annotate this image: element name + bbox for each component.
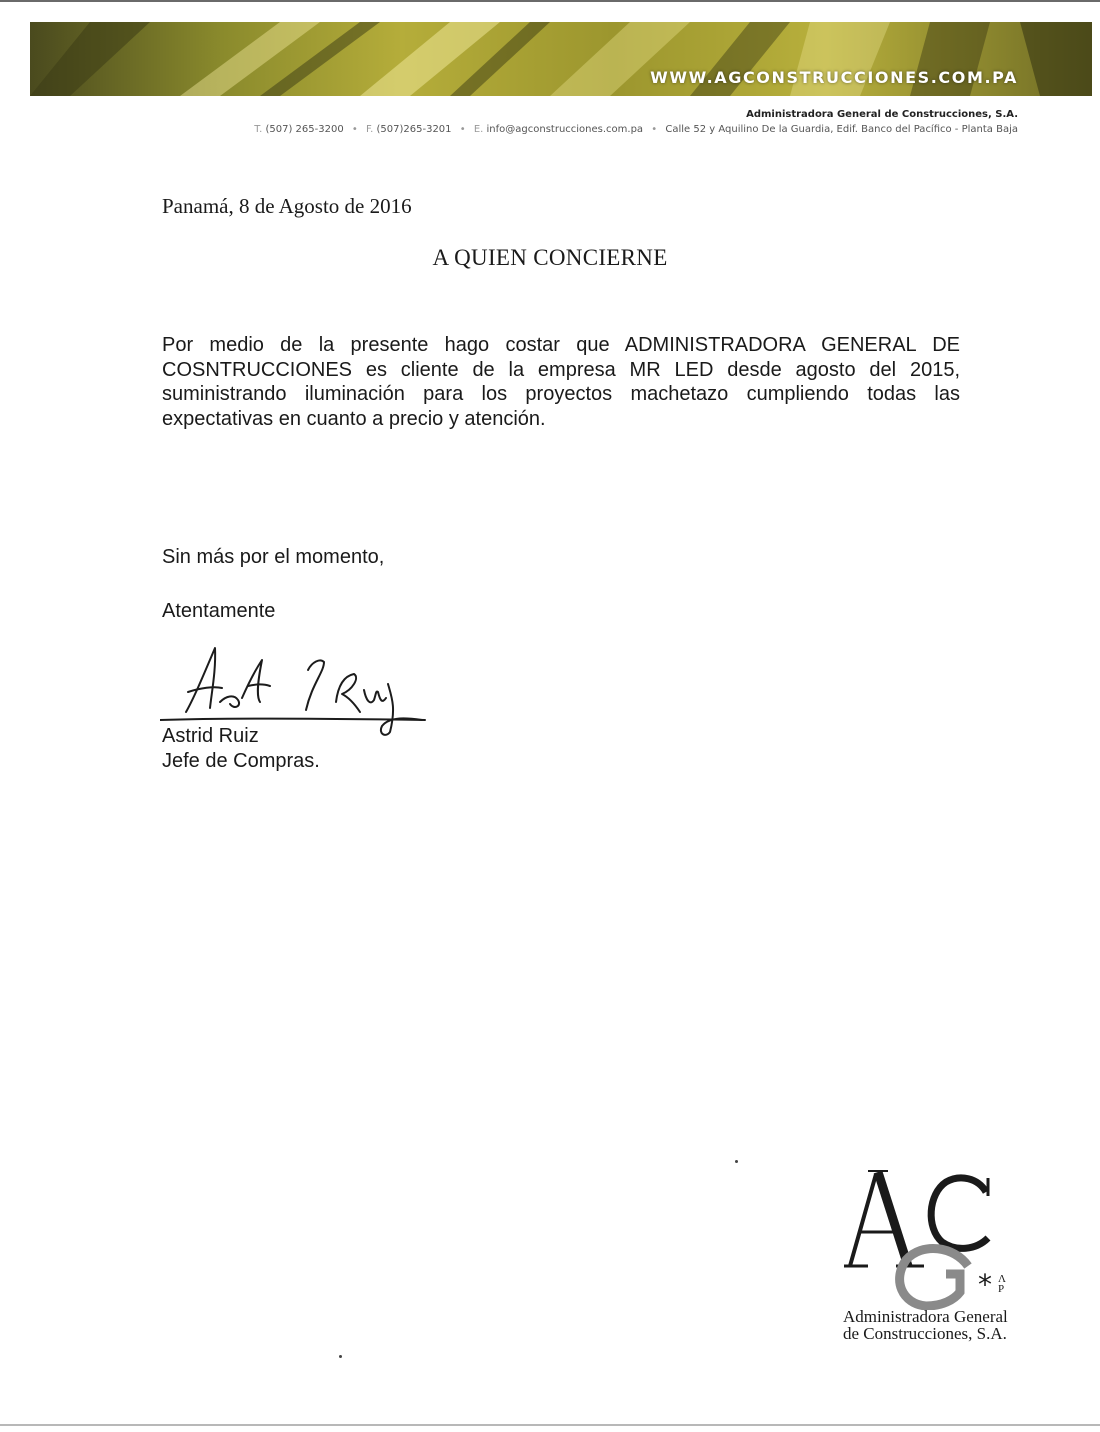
separator-bullet: •	[651, 124, 658, 135]
fax-number: (507)265-3201	[376, 124, 452, 135]
letter-closing: Sin más por el momento,	[162, 546, 385, 568]
letter-heading: A QUIEN CONCIERNE	[432, 245, 668, 270]
letter-body: Por medio de la presente hago costar que ADMINISTRADORA GENERAL DE COSNTRUCCIONES es cliente de la empresa MR LED desde agosto del 2015, suministrando iluminación para los proyectos machetazo cumpliendo todas las expectativas en cuanto a precio y atención.	[162, 334, 960, 430]
svg-text:P: P	[998, 1283, 1005, 1295]
street-address: Calle 52 y Aquilino De la Guardia, Edif. Banco del Pacífico - Planta Baja	[665, 124, 1018, 135]
fax-label: F.	[365, 124, 374, 135]
separator-bullet: •	[351, 124, 358, 135]
svg-text:*: *	[978, 1268, 992, 1301]
contact-line	[254, 124, 1018, 135]
scan-speck	[735, 1160, 738, 1163]
company-name-header: Administradora General de Construcciones, S.A.	[746, 109, 1018, 120]
letter-regards: Atentamente	[162, 600, 276, 622]
letterhead-banner	[30, 22, 1092, 96]
letter-date: Panamá, 8 de Agosto de 2016	[162, 194, 412, 218]
scan-edge-bottom	[0, 1424, 1100, 1426]
scan-edge-top	[0, 0, 1100, 2]
separator-bullet: •	[459, 124, 466, 135]
signer-name: Astrid Ruiz	[162, 725, 259, 747]
logo-name-line2: de Construcciones, S.A.	[843, 1324, 1007, 1343]
logo-company-name	[843, 1308, 1008, 1342]
email-label: E.	[473, 124, 484, 135]
svg-text:Λ: Λ	[998, 1273, 1006, 1285]
website-url: WWW.AGCONSTRUCCIONES.COM.PA	[650, 68, 1018, 87]
phone-label: T.	[254, 124, 263, 135]
phone-number: (507) 265-3200	[265, 124, 344, 135]
scan-speck	[339, 1355, 342, 1358]
email-address: info@agconstrucciones.com.pa	[486, 124, 644, 135]
logo-name-line1: Administradora General	[843, 1307, 1008, 1326]
agc-monogram-logo	[842, 1170, 1032, 1310]
signer-title: Jefe de Compras.	[162, 750, 320, 772]
